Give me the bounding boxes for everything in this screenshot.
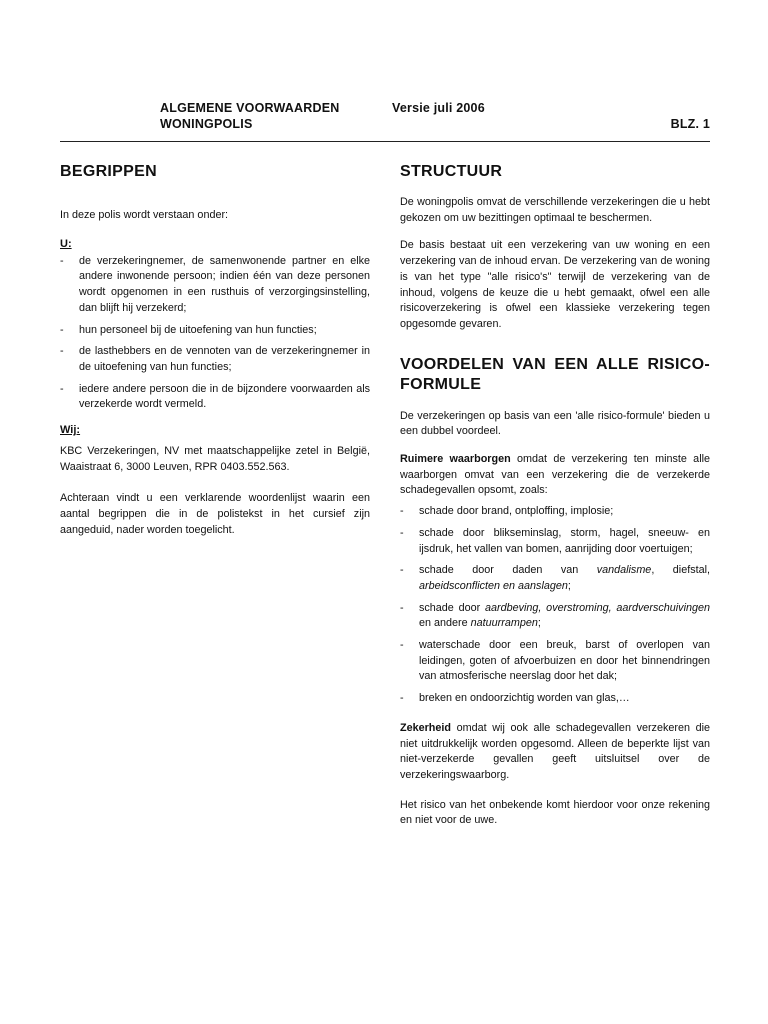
schade-item-text: schade door bbox=[419, 601, 485, 614]
schade-item bbox=[400, 638, 710, 685]
u-label: U: bbox=[60, 237, 72, 250]
wij-text: KBC Verzekeringen, NV met maatschappelijke zetel in België, Waaistraat 6, 3000 Leuven, RPR 0403.552.563. bbox=[60, 445, 370, 473]
u-item bbox=[60, 323, 370, 339]
u-item-text: iedere andere persoon die in de bijzondere voorwaarden als verzekerde wordt vermeld. bbox=[79, 382, 370, 411]
heading-voordelen: VOORDELEN VAN EEN ALLE RISICO-FORMULE bbox=[400, 355, 710, 393]
term-vandalisme: vandalisme bbox=[596, 564, 652, 577]
schade-item-text: ; bbox=[537, 617, 541, 630]
ruimere-waarborgen-paragraph bbox=[400, 452, 710, 499]
header-title-line1: ALGEMENE VOORWAARDEN bbox=[160, 101, 340, 115]
intro-text: In deze polis wordt verstaan onder: bbox=[60, 209, 229, 221]
schade-item bbox=[400, 526, 710, 557]
schade-item-text: schade door daden van bbox=[419, 564, 597, 577]
u-item bbox=[60, 344, 370, 375]
term-aardbeving: aardbeving, overstroming, aardverschuivingen bbox=[484, 601, 710, 614]
schade-item-text: schade door brand, ontploffing, implosie; bbox=[419, 505, 614, 518]
header-version: Versie juli 2006 bbox=[392, 101, 485, 115]
u-definition-list bbox=[60, 254, 370, 413]
header-divider bbox=[60, 141, 710, 142]
schade-list bbox=[400, 504, 710, 707]
wij-label: Wij: bbox=[60, 424, 81, 437]
structuur-paragraph-2: De basis bestaat uit een verzekering van uw woning en een verzekering van de inhoud ervan. De verzekering van de woning is van het type "alle risico's" terwijl de verzekering van de inhoud, volgens de keuze die u hebt gemaakt, ofwel een alle risicoverzekering is ofwel een klassieke verzekering tegen opgesomde gevaren. bbox=[400, 239, 710, 330]
term-arbeidsconflicten: arbeidsconflicten en aanslagen bbox=[419, 579, 568, 592]
u-item-text: hun personeel bij de uitoefening van hun functies; bbox=[79, 323, 317, 336]
schade-item-text: waterschade door een breuk, barst of overlopen van leidingen, goten of afvoerbuizen en door het binnendringen van atmosferische neerslag door het dak; bbox=[419, 639, 710, 683]
term-natuurrampen: natuurrampen bbox=[470, 617, 538, 630]
schade-item-text: , diefstal, bbox=[651, 564, 710, 577]
heading-structuur: STRUCTUUR bbox=[400, 163, 503, 180]
schade-item bbox=[400, 601, 710, 632]
u-item-text: de lasthebbers en de vennoten van de verzekeringnemer in de uitoefening van hun functies; bbox=[79, 345, 370, 373]
heading-begrippen: BEGRIPPEN bbox=[60, 163, 157, 180]
right-column bbox=[400, 158, 710, 829]
zekerheid-label: Zekerheid bbox=[400, 721, 452, 734]
u-item-text: de verzekeringnemer, de samenwonende partner en elke andere inwonende persoon; indien één van deze personen wordt opgenomen in een rusthuis of verzorgingsinstelling, dan blijft hij verzekerd; bbox=[79, 254, 370, 314]
schade-item-text: ; bbox=[567, 579, 571, 592]
ruimere-waarborgen-label: Ruimere waarborgen bbox=[400, 453, 511, 466]
zekerheid-text: omdat wij ook alle schadegevallen verzekeren die niet uitdrukkelijk worden opgesomd. Alleen de beperkte lijst van niet-verzekerde gevallen geeft uitsluitsel over de verzekeringswaarborg. bbox=[400, 721, 710, 781]
schade-item-text: breken en ondoorzichtig worden van glas,… bbox=[419, 692, 630, 705]
u-item bbox=[60, 254, 370, 317]
structuur-paragraph-1: De woningpolis omvat de verschillende verzekeringen die u hebt gekozen om uw bezittingen optimaal te beschermen. bbox=[400, 196, 710, 224]
outro-text: Achteraan vindt u een verklarende woordenlijst waarin een aantal begrippen die in de polistekst in het cursief zijn aangeduid, nader worden toegelicht. bbox=[60, 492, 370, 536]
schade-item bbox=[400, 504, 710, 520]
schade-item-text: schade door blikseminslag, storm, hagel, sneeuw- en ijsdruk, het vallen van bomen, aanrijding door voertuigen; bbox=[419, 526, 710, 555]
schade-item bbox=[400, 563, 710, 594]
schade-item-text: en andere bbox=[419, 617, 471, 630]
header-title-line2: WONINGPOLIS bbox=[160, 117, 253, 131]
schade-item bbox=[400, 691, 710, 707]
zekerheid-paragraph bbox=[400, 721, 710, 784]
u-item bbox=[60, 382, 370, 413]
ruimere-waarborgen-text: omdat de verzekering ten minste alle waarborgen omvat van een verzekering die de verzekerde schadegevallen opsomt, zoals: bbox=[400, 453, 710, 497]
voordelen-intro: De verzekeringen op basis van een 'alle risico-formule' bieden u een dubbel voordeel. bbox=[400, 409, 710, 438]
risico-paragraph: Het risico van het onbekende komt hierdoor voor onze rekening en niet voor de uwe. bbox=[400, 798, 710, 827]
header-page-number: BLZ. 1 bbox=[670, 117, 710, 131]
left-column bbox=[60, 158, 370, 539]
